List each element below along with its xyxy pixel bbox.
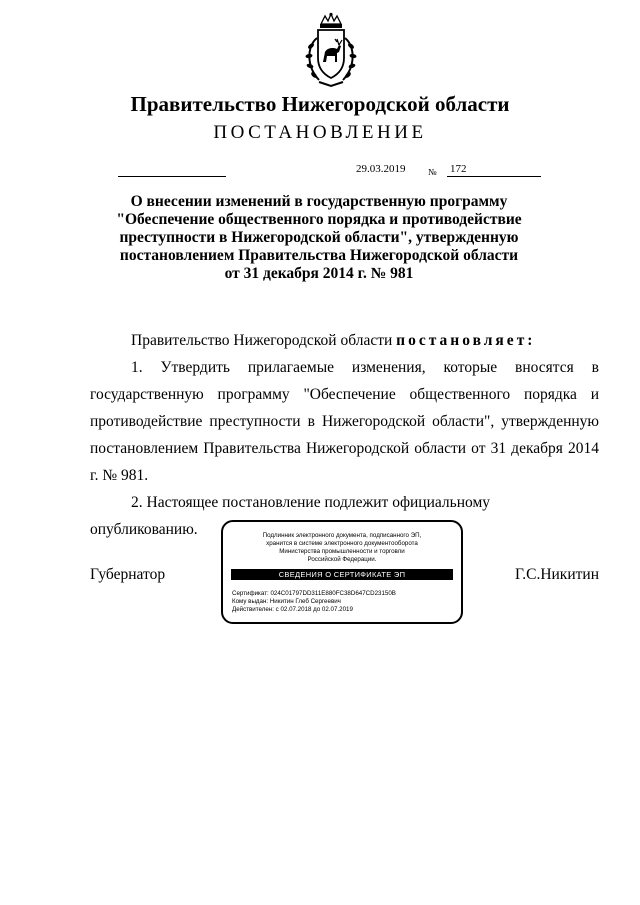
subject-line: "Обеспечение общественного порядка и противодействие (116, 211, 522, 228)
stamp-certificate-bar: СВЕДЕНИЯ О СЕРТИФИКАТЕ ЭП (231, 569, 453, 580)
signer-role: Губернатор (90, 566, 166, 583)
subject-line: О внесении изменений в государственную программу (130, 193, 508, 210)
document-number: 172 (450, 163, 467, 175)
government-title: Правительство Нижегородской области (130, 92, 510, 116)
coat-of-arms-icon (301, 12, 361, 90)
certificate-validity: Действителен: с 02.07.2018 до 02.07.2019 (232, 606, 353, 613)
stamp-header-line: Подлинник электронного документа, подписанного ЭП, (262, 532, 422, 539)
document-kind: ПОСТАНОВЛЕНИЕ (213, 122, 427, 143)
subject-line: преступности в Нижегородской области", утвержденную (119, 229, 519, 246)
preamble-verb: постановляет: (396, 332, 536, 349)
item-2-paragraph: 2. Настоящее постановление подлежит официальному опубликованию. (90, 494, 491, 538)
number-line (447, 176, 541, 177)
stamp-details (232, 590, 453, 614)
document-date: 29.03.2019 (356, 163, 406, 175)
stamp-header-line: хранится в системе электронного документооборота (266, 540, 418, 547)
stamp-header (223, 532, 461, 564)
stamp-header-line: Российской Федерации. (307, 556, 377, 563)
date-blank-line (118, 176, 226, 177)
certificate-owner: Кому выдан: Никитин Глеб Сергеевич (232, 598, 341, 605)
subject-line: от 31 декабря 2014 г. № 981 (224, 265, 414, 282)
subject-line: постановлением Правительства Нижегородской области (119, 247, 519, 264)
preamble-paragraph (90, 327, 599, 354)
stamp-header-line: Министерства промышленности и торговли (279, 548, 405, 555)
certificate-serial: Сертификат: 024C01797DD311E880FC38D647CD23150B (232, 590, 396, 597)
item-1-paragraph: 1. Утвердить прилагаемые изменения, которые вносятся в государственную программу "Обеспечение общественного порядка и противодействие преступности в Нижегородской области", утвержденную постановлением Правительства Нижегородской области от 31 декабря 2014 г. № 981. (90, 359, 599, 484)
signer-name: Г.С.Никитин (515, 566, 599, 583)
document-subject (90, 193, 548, 283)
e-signature-stamp (221, 520, 463, 624)
number-sign: № (428, 167, 437, 177)
preamble-text: Правительство Нижегородской области (131, 332, 397, 349)
document-body (90, 327, 599, 543)
